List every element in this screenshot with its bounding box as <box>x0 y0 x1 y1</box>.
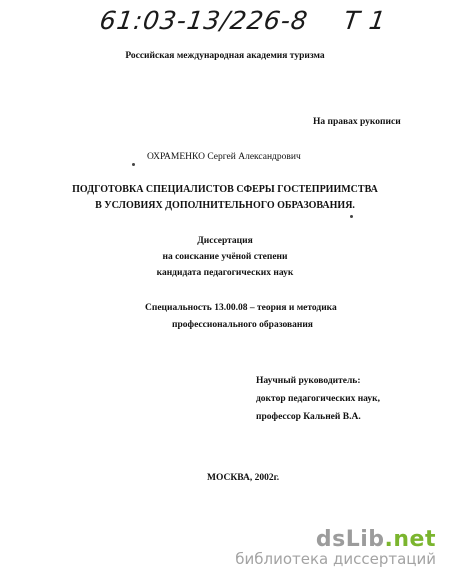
logo-domain: .net <box>384 527 436 552</box>
scan-speck <box>132 163 135 166</box>
dslib-watermark[interactable] <box>235 527 436 568</box>
degree-line-2: на соискание учёной степени <box>162 252 288 262</box>
title-line-1: ПОДГОТОВКА СПЕЦИАЛИСТОВ СФЕРЫ ГОСТЕПРИИМСТВА <box>72 184 378 195</box>
author-name: ОХРАМЕНКО Сергей Александрович <box>147 152 301 162</box>
dslib-logo <box>235 527 436 552</box>
specialty-line-1: Специальность 13.00.08 – теория и методика <box>145 303 337 313</box>
supervisor-line-3: профессор Кальней В.А. <box>256 412 361 422</box>
logo-main: dsLib <box>315 527 385 552</box>
handwritten-archive-code <box>98 6 388 35</box>
watermark-subtitle: библиотека диссертаций <box>235 550 436 568</box>
degree-line-3: кандидата педагогических наук <box>156 268 294 278</box>
institution-name: Российская международная академия туризма <box>125 51 325 61</box>
supervisor-line-2: доктор педагогических наук, <box>256 394 381 404</box>
archive-mark: Т 1 <box>341 6 389 35</box>
city-year: МОСКВА, 2002г. <box>207 473 280 483</box>
archive-code: 61:03-13/226-8 <box>97 6 310 35</box>
supervisor-line-1: Научный руководитель: <box>256 376 361 386</box>
title-line-2: В УСЛОВИЯХ ДОПОЛНИТЕЛЬНОГО ОБРАЗОВАНИЯ. <box>95 200 355 211</box>
scan-speck <box>350 215 353 218</box>
specialty-line-2: профессионального образования <box>172 320 313 330</box>
manuscript-note: На правах рукописи <box>313 117 401 127</box>
degree-line-1: Диссертация <box>197 236 253 246</box>
